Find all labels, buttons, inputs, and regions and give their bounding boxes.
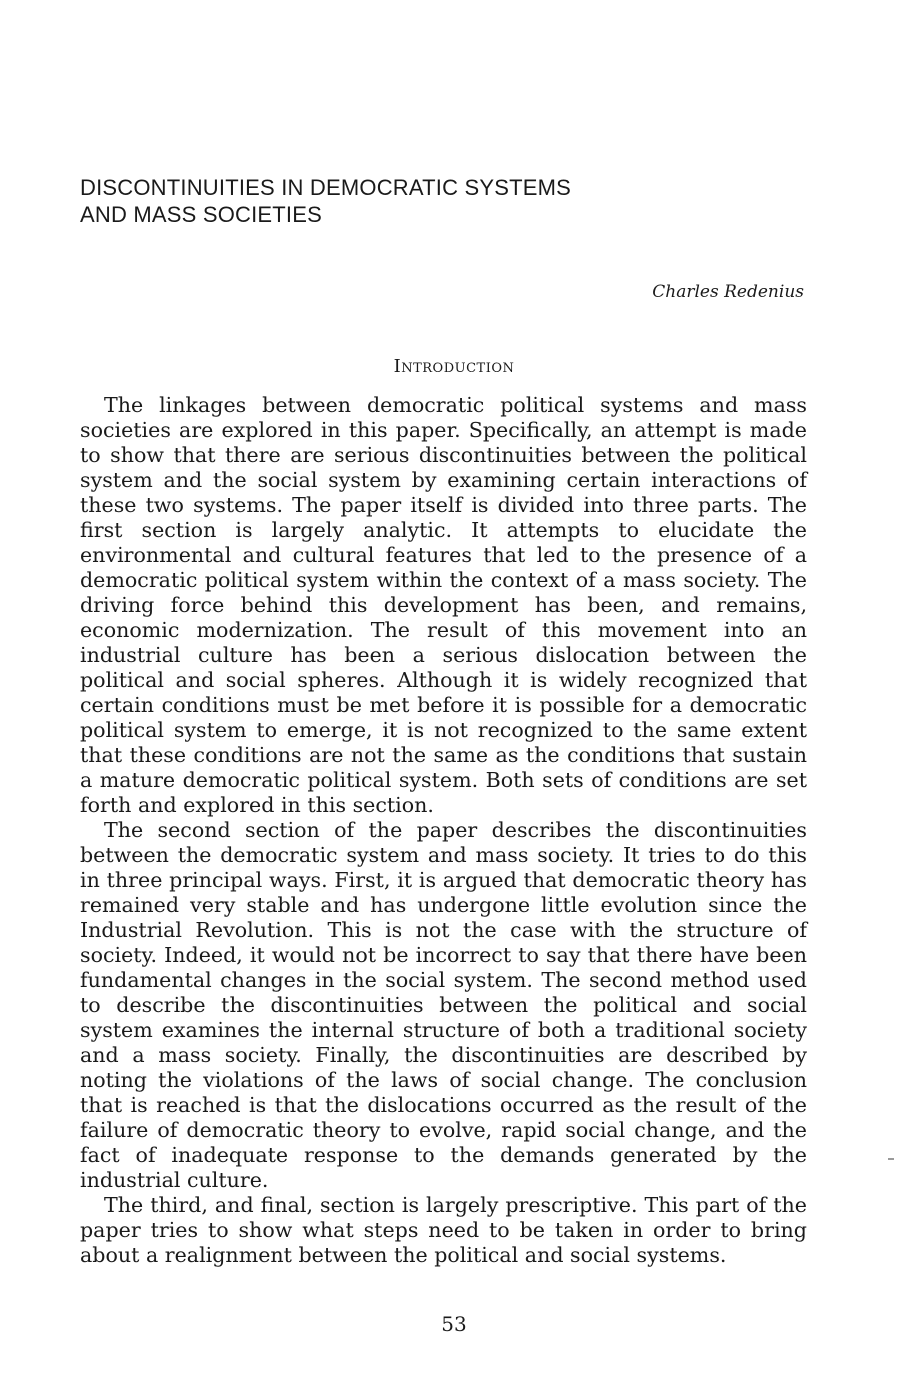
article-title-line-2: AND MASS SOCIETIES (80, 202, 322, 227)
body-text (80, 393, 807, 1268)
section-heading-introduction: Introduction (393, 356, 515, 377)
author-name: Charles Redenius (652, 282, 804, 302)
paragraph-2: The second section of the paper describes the discontinuities between the democratic system and mass society. It tries to do this in three principal ways. First, it is argued that democratic theory has remained very stable and has undergone little evolution since the Industrial Revolution. This is not the case with the structure of society. Indeed, it would not be incorrect to say that there have been fundamental changes in the social system. The second method used to describe the discontinuities between the political and social system examines the internal structure of both a traditional society and a mass society. Finally, the discontinuities are described by noting the violations of the laws of social change. The conclusion that is reached is that the dislocations occurred as the result of the failure of democratic theory to evolve, rapid social change, and the fact of inadequate response to the demands generated by the industrial culture. (80, 818, 807, 1192)
article-title (80, 174, 780, 228)
article-title-line-1: DISCONTINUITIES IN DEMOCRATIC SYSTEMS (80, 175, 572, 200)
page-number: 53 (441, 1312, 467, 1336)
margin-mark (888, 1158, 894, 1160)
paragraph-1: The linkages between democratic political systems and mass societies are explored in this paper. Specifically, an attempt is made to show that there are serious discontinuities between the political system and the social system by examining certain interactions of these two systems. The paper itself is divided into three parts. The first section is largely analytic. It attempts to elucidate the environmental and cultural features that led to the presence of a democratic political system within the context of a mass society. The driving force behind this development has been, and remains, economic modernization. The result of this movement into an industrial culture has been a serious dislocation between the political and social spheres. Although it is widely recognized that certain conditions must be met before it is possible for a democratic political system to emerge, it is not recognized to the same extent that these conditions are not the same as the conditions that sustain a mature democratic political system. Both sets of conditions are set forth and explored in this section. (80, 393, 807, 817)
paragraph-3: The third, and final, section is largely prescriptive. This part of the paper tries to show what steps need to be taken in order to bring about a realignment between the political and social systems. (80, 1193, 807, 1267)
